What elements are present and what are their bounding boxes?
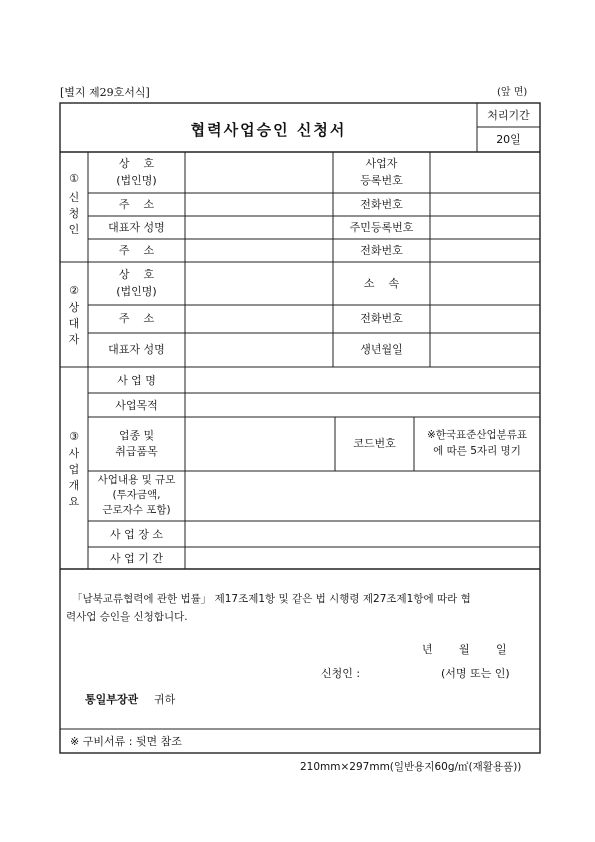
- applicant-phone-field[interactable]: [431, 194, 539, 215]
- applicant-rep-address-label: 주 소: [118, 244, 155, 257]
- applicant-phone-label: 전화번호: [360, 198, 403, 211]
- content-scale-field[interactable]: [186, 472, 539, 520]
- counterpart-trade-name-field[interactable]: [186, 263, 332, 304]
- applicant-biz-reg-label-2: 등록번호: [360, 174, 403, 187]
- applicant-section-number: ①: [69, 172, 79, 185]
- project-purpose-field[interactable]: [186, 394, 539, 416]
- counterpart-rep-name-label: 대표자 성명: [108, 343, 165, 356]
- applicant-corp-name-label: (법인명): [116, 174, 157, 187]
- industry-label-2: 취급품목: [115, 445, 158, 458]
- project-location-field[interactable]: [186, 522, 539, 546]
- applicant-sign-label: 신청인 :: [321, 667, 361, 680]
- counterpart-address-field[interactable]: [186, 306, 332, 332]
- code-note-line-1: ※한국표준산업분류표: [426, 429, 528, 441]
- project-location-label: 사 업 장 소: [110, 528, 163, 541]
- counterpart-section-name: 상대자: [68, 301, 80, 346]
- project-purpose-label: 사업목적: [115, 399, 158, 412]
- applicant-address-label: 주 소: [118, 198, 155, 211]
- counterpart-rep-name-field[interactable]: [186, 334, 332, 366]
- counterpart-trade-name-label: 상 호: [118, 268, 155, 281]
- content-scale-label-2: (투자금액,: [112, 489, 161, 501]
- overview-section-number: ③: [69, 430, 79, 443]
- form-title: 협력사업승인 신청서: [190, 121, 347, 139]
- counterpart-corp-name-label: (법인명): [116, 285, 157, 298]
- paper-spec: 210mm×297mm(일반용지60g/㎡(재활용품)): [300, 761, 522, 773]
- counterpart-phone-field[interactable]: [431, 306, 539, 332]
- project-name-field[interactable]: [186, 368, 539, 392]
- applicant-trade-name-label: 상 호: [118, 157, 155, 170]
- counterpart-affiliation-label: 소 속: [363, 277, 400, 290]
- applicant-rep-name-field[interactable]: [186, 217, 332, 238]
- form-number: [별지 제29호서식]: [60, 86, 150, 99]
- attachments-note: ※ 구비서류 : 뒷면 참조: [70, 735, 182, 748]
- statement-line-2: 력사업 승인을 신청합니다.: [66, 611, 188, 623]
- statement-line-1: 「남북교류협력에 관한 법률」 제17조제1항 및 같은 법 시행령 제27조제1항에 따라 협: [72, 593, 471, 605]
- counterpart-birth-date-label: 생년월일: [360, 343, 403, 356]
- applicant-rep-phone-label: 전화번호: [360, 244, 403, 257]
- code-number-label: 코드번호: [353, 437, 396, 450]
- counterpart-address-label: 주 소: [118, 312, 155, 325]
- industry-label-1: 업종 및: [118, 429, 155, 442]
- page-side-label: (앞 면): [497, 87, 528, 98]
- code-note-line-2: 에 따른 5자리 명기: [433, 445, 521, 457]
- addressee-suffix: 귀하: [154, 693, 176, 706]
- applicant-biz-reg-label-1: 사업자: [365, 157, 398, 170]
- overview-section-name: 사업개요: [68, 447, 80, 508]
- content-scale-label-3: 근로자수 포함): [102, 504, 171, 516]
- applicant-section-name: 신청인: [68, 191, 80, 236]
- applicant-biz-reg-field[interactable]: [431, 153, 539, 192]
- addressee: 통일부장관: [85, 693, 139, 706]
- applicant-resident-no-label: 주민등록번호: [349, 221, 414, 234]
- applicant-trade-name-field[interactable]: [186, 153, 332, 192]
- sign-note: (서명 또는 인): [441, 667, 510, 680]
- processing-label: 처리기간: [487, 109, 530, 122]
- date-day: 일: [496, 643, 507, 656]
- counterpart-phone-label: 전화번호: [360, 312, 403, 325]
- date-year: 년: [422, 643, 433, 656]
- applicant-address-field[interactable]: [186, 194, 332, 215]
- applicant-sign-field[interactable]: [368, 664, 436, 682]
- project-period-field[interactable]: [186, 548, 539, 568]
- counterpart-affiliation-field[interactable]: [431, 263, 539, 304]
- processing-days: 20일: [496, 133, 521, 146]
- project-name-label: 사 업 명: [117, 374, 156, 387]
- counterpart-section-number: ②: [69, 284, 79, 297]
- applicant-rep-address-field[interactable]: [186, 240, 332, 261]
- counterpart-birth-date-field[interactable]: [431, 334, 539, 366]
- project-period-label: 사 업 기 간: [110, 552, 163, 565]
- applicant-rep-phone-field[interactable]: [431, 240, 539, 261]
- applicant-rep-name-label: 대표자 성명: [108, 221, 165, 234]
- industry-field[interactable]: [186, 418, 334, 470]
- date-month: 월: [459, 643, 470, 656]
- applicant-resident-no-field[interactable]: [431, 217, 539, 238]
- content-scale-label-1: 사업내용 및 규모: [97, 474, 176, 486]
